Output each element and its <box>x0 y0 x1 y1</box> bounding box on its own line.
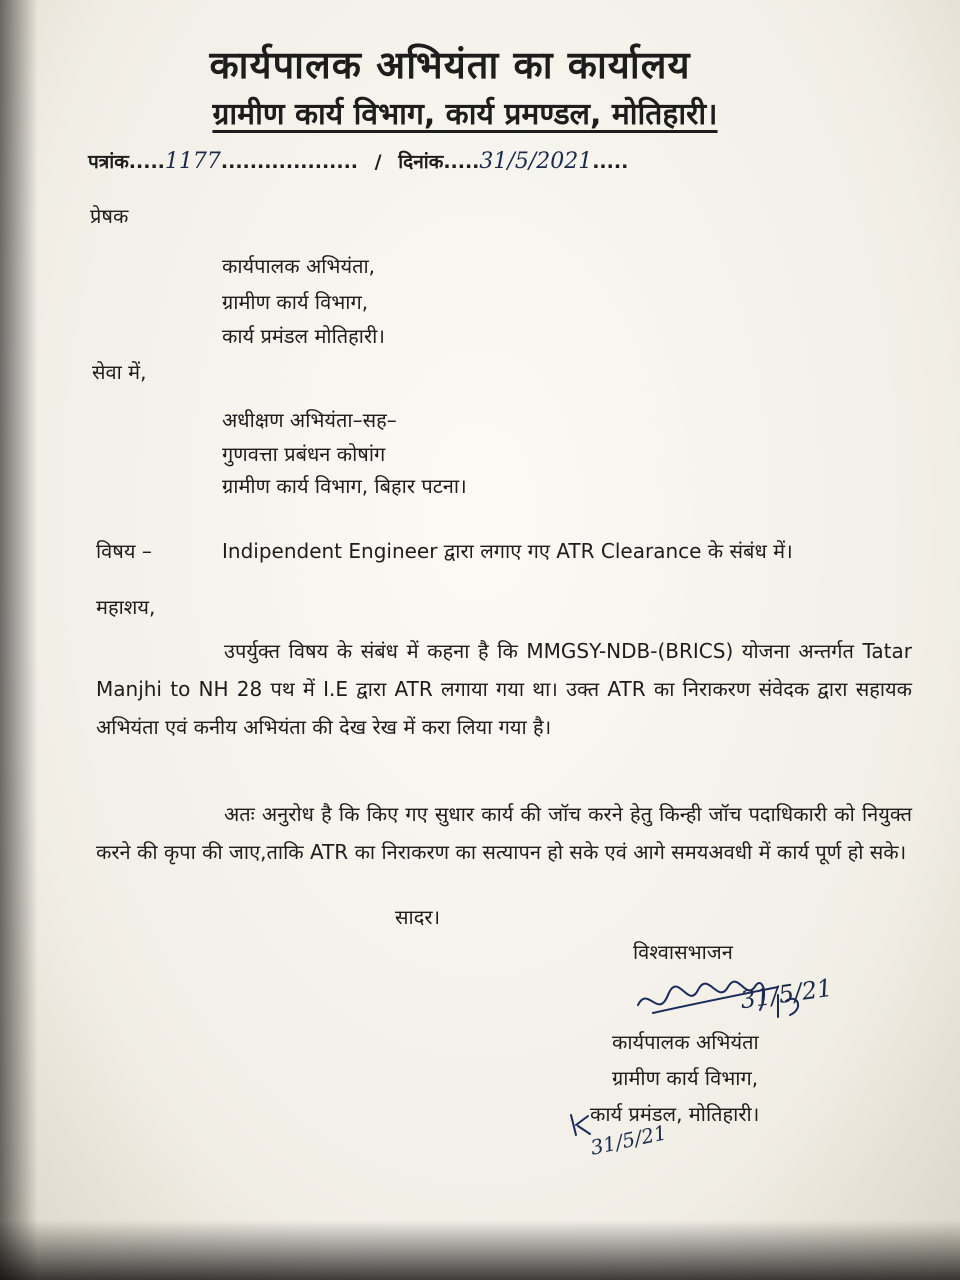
sender-line-3: कार्य प्रमंडल मोतिहारी। <box>222 324 385 348</box>
subject-label: विषय – <box>96 539 152 563</box>
signature-date: 31/5/21 <box>738 973 835 1015</box>
reference-separator: / <box>374 151 382 173</box>
paragraph-1: उपर्युक्त विषय के संबंध में कहना है कि MMGSY-NDB-(BRICS) योजना अन्तर्गत Tatar Manjhi to NH 28 पथ में I.E द्वारा ATR लगाया गया था। उक्त ATR का निराकरण संवेदक द्वारा सहायक अभियंता एवं कनीय अभियंता की देख रेख में करा लिया गया है। <box>96 639 912 739</box>
signature-yours: विश्वासभाजन <box>633 940 733 964</box>
initial-date: 31/5/21 <box>588 1120 669 1160</box>
dinank-label: दिनांक <box>398 151 444 173</box>
office-title: कार्यपालक अभियंता का कार्यालय <box>209 43 691 87</box>
sender-line-2: ग्रामीण कार्य विभाग, <box>222 290 369 314</box>
closing: सादर। <box>395 905 441 929</box>
patrank-value: 1177 <box>164 149 221 174</box>
reference-line: पत्रांक.....1177................... / दिनांक.....31/5/2021..... <box>88 149 629 174</box>
recipient-label: सेवा में, <box>92 360 147 384</box>
sender-label: प्रेषक <box>90 204 129 228</box>
recipient-line-3: ग्रामीण कार्य विभाग, बिहार पटना। <box>222 474 467 498</box>
recipient-line-2: गुणवत्ता प्रबंधन कोषांग <box>222 442 386 466</box>
paragraph-2: अतः अनुरोध है कि किए गए सुधार कार्य की जॉच करने हेतु किन्ही जॉच पदाधिकारी को नियुक्त करने की कृपा की जाए,ताकि ATR का निराकरण का सत्यापन हो सके एवं आगे समयअवधी में कार्य पूर्ण हो सके। <box>96 802 912 864</box>
page-edge-shadow <box>0 0 38 1280</box>
dinank-value: 31/5/2021 <box>479 149 593 174</box>
signature-line-1: कार्यपालक अभियंता <box>612 1030 759 1054</box>
signature-line-2: ग्रामीण कार्य विभाग, <box>612 1066 759 1090</box>
subject-text: Indipendent Engineer द्वारा लगाए गए ATR Clearance के संबंध में। <box>222 539 793 563</box>
patrank-label: पत्रांक <box>88 151 129 173</box>
office-subtitle: ग्रामीण कार्य विभाग, कार्य प्रमण्डल, मोतिहारी। <box>212 97 718 132</box>
page-bottom-shadow <box>0 1220 960 1280</box>
sender-line-1: कार्यपालक अभियंता, <box>222 254 376 278</box>
signature-line-3: कार्य प्रमंडल, मोतिहारी। <box>590 1102 760 1126</box>
recipient-line-1: अधीक्षण अभियंता–सह– <box>222 408 397 432</box>
salutation: महाशय, <box>96 595 156 619</box>
